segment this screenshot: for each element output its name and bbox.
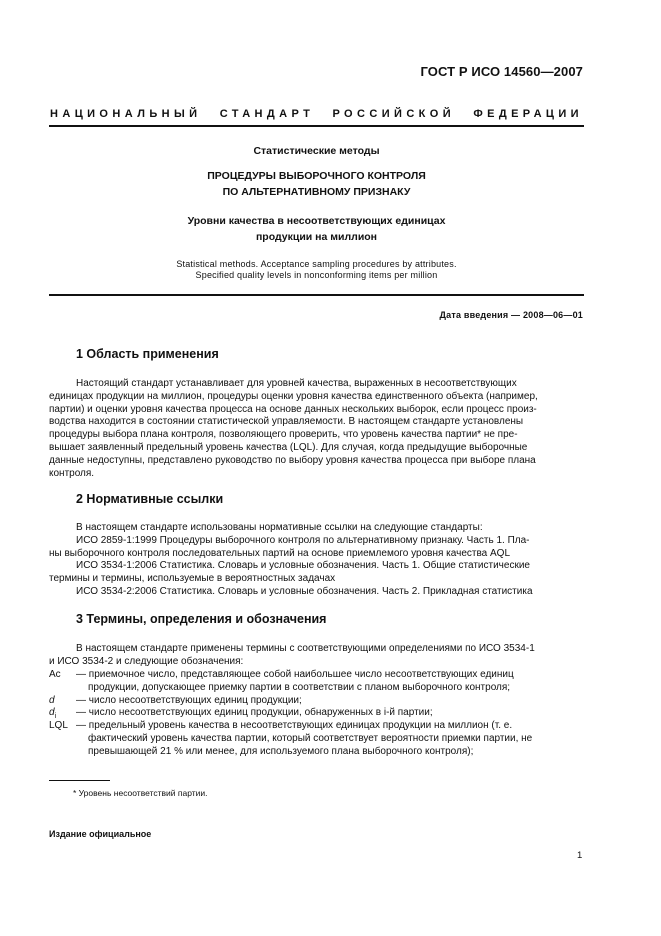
text-line: ИСО 2859-1:1999 Процедуры выборочного контроля по альтернативному признаку. Часть 1. Пла- (76, 534, 530, 546)
definition-text: превышающей 21 % или менее, для используемого плана выборочного контроля); (88, 745, 474, 757)
footnote: * Уровень несоответствий партии. (73, 788, 208, 798)
english-title-line-2: Specified quality levels in nonconforming items per million (195, 270, 438, 280)
main-title-line-2: ПО АЛЬТЕРНАТИВНОМУ ПРИЗНАКУ (222, 186, 411, 198)
text-line: партии) и оценки уровня качества процесса на основе данных нескольких выборок, если процесс произ- (49, 403, 537, 415)
edition-label: Издание официальное (49, 829, 152, 839)
series-title: Статистические методы (253, 145, 380, 157)
banner-word: НАЦИОНАЛЬНЫЙ (50, 108, 202, 120)
national-standard-banner (50, 108, 583, 120)
definition-text: продукции, допускающее приемку партии в соответствии с планом выборочного контроля; (88, 681, 511, 693)
definition-text: — число несоответствующих единиц продукции; (76, 694, 302, 706)
text-line: В настоящем стандарте применены термины с соответствующими определениями по ИСО 3534-1 (76, 643, 535, 654)
text-line: водства находится в состоянии статистической управляемости. В настоящем стандарте установлены (49, 416, 524, 428)
definition-item (49, 720, 584, 758)
banner-word: ФЕДЕРАЦИИ (473, 108, 583, 120)
text-line: и ИСО 3534-2 и следующие обозначения: (49, 655, 244, 667)
definition-symbol: d (49, 694, 55, 706)
page-number: 1 (577, 850, 583, 861)
title-rule (49, 294, 584, 296)
text-line: ИСО 3534-2:2006 Статистика. Словарь и условные обозначения. Часть 2. Прикладная статистика (76, 585, 533, 597)
section-heading-terms: 3 Термины, определения и обозначения (76, 612, 327, 626)
definitions-list (49, 669, 584, 759)
section-heading-scope: 1 Область применения (76, 347, 219, 361)
introduction-date: Дата введения — 2008—06—01 (439, 310, 583, 320)
subtitle-line-2: продукции на миллион (255, 231, 378, 243)
text-line: В настоящем стандарте использованы нормативные ссылки на следующие стандарты: (76, 522, 483, 533)
text-line: ИСО 3534-1:2006 Статистика. Словарь и условные обозначения. Часть 1. Общие статистические (76, 560, 530, 572)
definition-text: фактический уровень качества партии, который соответствует вероятности приемки партии, не (88, 732, 533, 744)
definition-item (49, 695, 584, 708)
document-code: ГОСТ Р ИСО 14560—2007 (420, 64, 583, 79)
footnote-rule (49, 780, 110, 781)
header-rule (49, 125, 584, 127)
definition-item (49, 669, 584, 695)
definition-symbol: Ac (49, 669, 61, 680)
references-paragraph (49, 522, 584, 599)
definition-text: — приемочное число, представляющее собой наибольшее число несоответствующих единиц (76, 669, 514, 680)
english-title-line-1: Statistical methods. Acceptance sampling procedures by attributes. (176, 259, 457, 269)
text-line: ны выборочного контроля последовательных партий на основе приемлемого уровня качества AQL (49, 547, 511, 559)
definition-symbol: $d_i$ (49, 707, 57, 721)
text-line: Настоящий стандарт устанавливает для уровней качества, выраженных в несоответствующих (76, 378, 517, 389)
text-line: единицах продукции на миллион, процедуры оценки уровня качества единственного объекта (например, (49, 390, 538, 402)
text-line: контроля. (49, 467, 95, 479)
definition-symbol: LQL (49, 720, 68, 732)
section-heading-references: 2 Нормативные ссылки (76, 492, 224, 506)
scope-paragraph (49, 378, 584, 480)
subtitle-line-1: Уровни качества в несоответствующих единицах (187, 215, 446, 227)
text-line: вышает заявленный предельный уровень качества (LQL). Для случая, когда предыдущие выборочные (49, 441, 528, 453)
text-line: данные недоступны, представлено руководство по выбору уровня качества процесса при выборе плана (49, 454, 536, 466)
text-line: процедуры выбора плана контроля, позволяющего проверить, что уровень качества партии* не пре- (49, 429, 518, 441)
definition-item (49, 707, 584, 720)
main-title-line-1: ПРОЦЕДУРЫ ВЫБОРОЧНОГО КОНТРОЛЯ (207, 170, 426, 182)
definition-text: — число несоответствующих единиц продукции, обнаруженных в i-й партии; (76, 707, 433, 719)
definition-text: — предельный уровень качества в несоответствующих единицах продукции на миллион (т. е. (76, 720, 513, 732)
banner-word: СТАНДАРТ (219, 108, 315, 120)
terms-paragraph (49, 643, 584, 669)
text-line: термины и термины, используемые в вероятностных задачах (49, 573, 336, 585)
banner-word: РОССИЙСКОЙ (332, 108, 456, 120)
